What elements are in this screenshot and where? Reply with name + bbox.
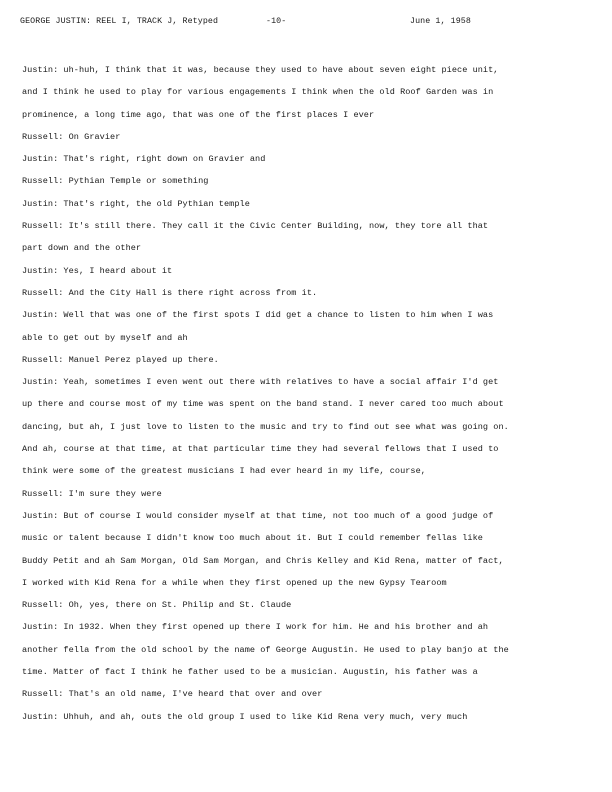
text-line: Justin: That's right, right down on Gravier and bbox=[22, 154, 266, 165]
text-line: Justin: Yes, I heard about it bbox=[22, 265, 173, 276]
text-line: think were some of the greatest musicians I had ever heard in my life, course, bbox=[22, 466, 426, 477]
text-line: Russell: It's still there. They call it the Civic Center Building, now, they tore all that bbox=[22, 221, 489, 232]
text-line: Russell: I'm sure they were bbox=[22, 488, 162, 499]
text-line: and I think he used to play for various engagements I think when the old Roof Garden was in bbox=[22, 87, 494, 98]
text-line: Russell: And the City Hall is there right across from it. bbox=[22, 287, 318, 298]
text-line: part down and the other bbox=[22, 243, 142, 254]
text-line: And ah, course at that time, at that particular time they had several fellows that I used to bbox=[22, 444, 499, 455]
text-line: Russell: Oh, yes, there on St. Philip and St. Claude bbox=[22, 600, 292, 611]
text-line: Justin: uh-huh, I think that it was, because they used to have about seven eight piece unit, bbox=[22, 65, 499, 75]
text-line: another fella from the old school by the name of George Augustin. He used to play banjo at the bbox=[22, 644, 509, 655]
text-line: dancing, but ah, I just love to listen to the music and try to find out see what was going on. bbox=[22, 421, 509, 432]
text-line: Justin: Well that was one of the first spots I did get a chance to listen to him when I was bbox=[22, 310, 494, 321]
text-line: Justin: Yeah, sometimes I even went out there with relatives to have a social affair I'd get bbox=[22, 377, 499, 388]
text-line: Russell: Pythian Temple or something bbox=[22, 176, 209, 187]
text-line: music or talent because I didn't know too much about it. But I could remember fellas like bbox=[22, 533, 483, 544]
text-line: able to get out by myself and ah bbox=[22, 332, 188, 343]
text-line: up there and course most of my time was spent on the band stand. I never cared too much about bbox=[22, 399, 504, 410]
text-line: Russell: That's an old name, I've heard that over and over bbox=[22, 689, 323, 700]
header-date: June 1, 1958 bbox=[410, 17, 471, 26]
page-number: -10- bbox=[266, 17, 287, 26]
text-line: I worked with Kid Rena for a while when they first opened up the new Gypsy Tearoom bbox=[22, 577, 447, 588]
text-line: Buddy Petit and ah Sam Morgan, Old Sam Morgan, and Chris Kelley and Kid Rena, matter of fact, bbox=[22, 555, 504, 566]
text-line: Justin: That's right, the old Pythian temple bbox=[22, 198, 250, 209]
text-line: Justin: But of course I would consider myself at that time, not too much of a good judge of bbox=[22, 510, 494, 521]
text-line: Russell: Manuel Perez played up there. bbox=[22, 354, 219, 365]
header-title: GEORGE JUSTIN: REEL I, TRACK J, Retyped bbox=[20, 17, 219, 26]
text-line: time. Matter of fact I think he father used to be a musician. Augustin, his father was a bbox=[22, 667, 478, 678]
text-line: Russell: On Gravier bbox=[22, 131, 121, 142]
text-line: Justin: Uhhuh, and ah, outs the old group I used to like Kid Rena very much, very much bbox=[22, 711, 468, 722]
text-line: prominence, a long time ago, that was one of the first places I ever bbox=[22, 109, 375, 120]
text-line: Justin: In 1932. When they first opened up there I work for him. He and his brother and ah bbox=[22, 622, 489, 633]
transcript-body bbox=[22, 59, 602, 728]
